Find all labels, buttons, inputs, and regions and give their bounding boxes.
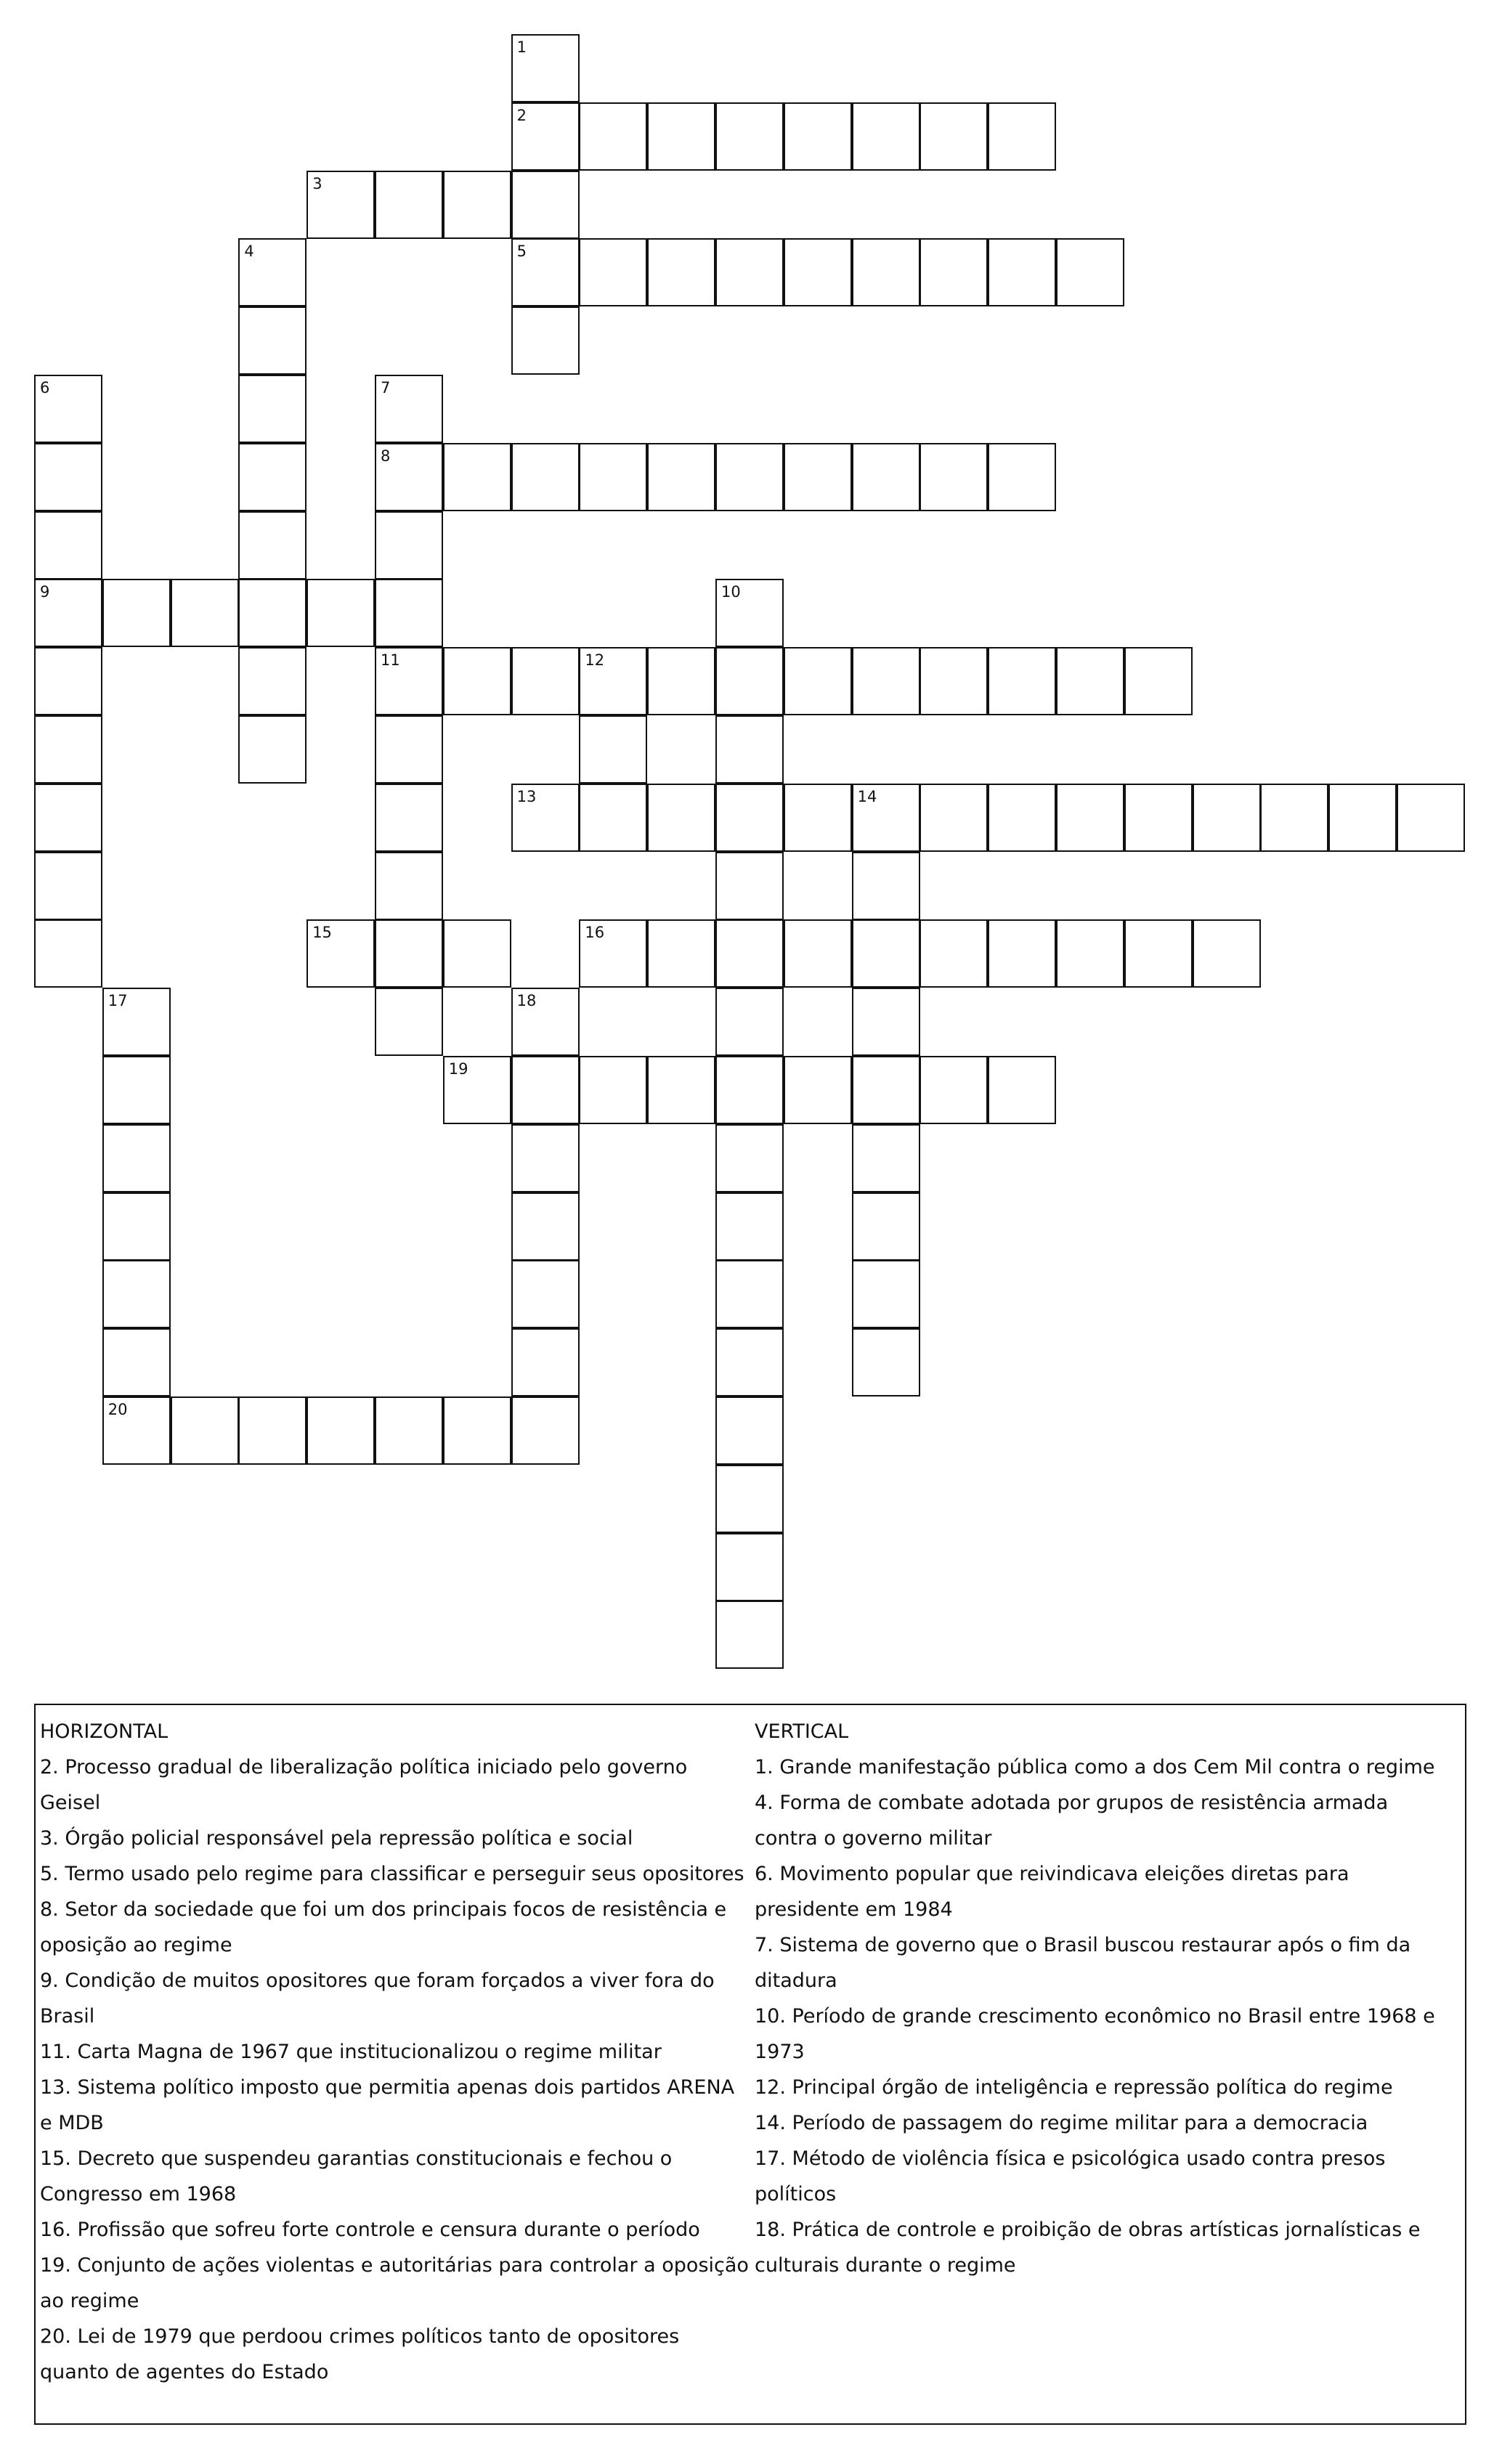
grid-cell[interactable]: [784, 647, 852, 715]
grid-cell[interactable]: [238, 647, 307, 715]
grid-cell[interactable]: [852, 1328, 920, 1396]
grid-cell[interactable]: [852, 852, 920, 920]
grid-cell[interactable]: [102, 1124, 171, 1192]
grid-cell[interactable]: [852, 1124, 920, 1192]
grid-cell[interactable]: [511, 1124, 580, 1192]
grid-cell[interactable]: [443, 1056, 511, 1124]
grid-cell[interactable]: [988, 102, 1056, 171]
grid-cell[interactable]: [988, 647, 1056, 715]
grid-cell[interactable]: [375, 784, 443, 852]
cell-number: 14: [857, 787, 877, 805]
grid-cell[interactable]: [647, 1056, 715, 1124]
grid-cell[interactable]: [102, 1328, 171, 1396]
clue-h-2: 2. Processo gradual de liberalização política iniciado pelo governo Geisel: [40, 1756, 688, 1814]
grid-cell[interactable]: [920, 919, 988, 988]
grid-cell[interactable]: [34, 443, 102, 511]
grid-cell[interactable]: [238, 238, 307, 306]
grid-cell[interactable]: [511, 784, 580, 852]
grid-cell[interactable]: [375, 579, 443, 647]
grid-cell[interactable]: [511, 443, 580, 511]
grid-cell[interactable]: [1260, 784, 1328, 852]
grid-cell[interactable]: [511, 1056, 580, 1124]
cell-number: 17: [107, 992, 128, 1010]
clue-v-7: 7. Sistema de governo que o Brasil buscou restaurar após o fim da ditadura: [755, 1934, 1411, 1992]
clue-h-16: 16. Profissão que sofreu forte controle e censura durante o período: [40, 2219, 700, 2241]
horizontal-title: HORIZONTAL: [40, 1720, 169, 1743]
grid-cell[interactable]: [852, 238, 920, 306]
grid-cell[interactable]: [375, 1396, 443, 1465]
cell-number: 5: [516, 243, 527, 261]
grid-cell[interactable]: [647, 784, 715, 852]
grid-cell[interactable]: [1124, 784, 1193, 852]
grid-cell[interactable]: [647, 647, 715, 715]
grid-cell[interactable]: [238, 375, 307, 443]
clue-h-3: 3. Órgão policial responsável pela repressão política e social: [40, 1827, 633, 1850]
grid-cell[interactable]: [852, 988, 920, 1056]
grid-cell[interactable]: [988, 238, 1056, 306]
grid-cell[interactable]: [34, 852, 102, 920]
clue-h-20: 20. Lei de 1979 que perdoou crimes políticos tanto de opositores quanto de agentes do Estado: [40, 2325, 680, 2383]
grid-cell[interactable]: [102, 579, 171, 647]
grid-cell[interactable]: [375, 443, 443, 511]
grid-cell[interactable]: [307, 919, 375, 988]
grid-cell[interactable]: [579, 715, 647, 784]
clue-v-10: 10. Período de grande crescimento econômico no Brasil entre 1968 e 1973: [755, 2005, 1435, 2063]
grid-cell[interactable]: [511, 102, 580, 171]
grid-cell[interactable]: [988, 443, 1056, 511]
grid-cell[interactable]: [1056, 647, 1124, 715]
grid-cell[interactable]: [784, 443, 852, 511]
grid-cell[interactable]: [1056, 238, 1124, 306]
grid-cell[interactable]: [375, 375, 443, 443]
grid-cell[interactable]: [647, 443, 715, 511]
grid-cell[interactable]: [511, 171, 580, 239]
grid-cell[interactable]: [920, 102, 988, 171]
grid-cell[interactable]: [511, 988, 580, 1056]
grid-cell[interactable]: [375, 511, 443, 580]
grid-cell[interactable]: [307, 171, 375, 239]
grid-cell[interactable]: [511, 647, 580, 715]
grid-cell[interactable]: [579, 647, 647, 715]
grid-cell[interactable]: [579, 102, 647, 171]
grid-cell[interactable]: [784, 102, 852, 171]
clue-h-5: 5. Termo usado pelo regime para classificar e perseguir seus opositores: [40, 1863, 744, 1885]
cell-number: 16: [585, 924, 605, 942]
grid-cell[interactable]: [443, 171, 511, 239]
clue-v-18: 18. Prática de controle e proibição de obras artísticas jornalísticas e culturais durante o regime: [755, 2219, 1421, 2277]
grid-cell[interactable]: [1056, 919, 1124, 988]
grid-cell[interactable]: [171, 579, 239, 647]
cell-number: 4: [244, 243, 254, 261]
cell-number: 7: [381, 379, 391, 397]
grid-cell[interactable]: [988, 784, 1056, 852]
clue-v-1: 1. Grande manifestação pública como a dos Cem Mil contra o regime: [755, 1756, 1435, 1778]
grid-cell[interactable]: [1056, 784, 1124, 852]
grid-cell[interactable]: [34, 647, 102, 715]
grid-cell[interactable]: [715, 443, 784, 511]
grid-cell[interactable]: [375, 647, 443, 715]
grid-cell[interactable]: [511, 306, 580, 375]
grid-cell[interactable]: [579, 919, 647, 988]
grid-cell[interactable]: [784, 784, 852, 852]
clue-v-17: 17. Método de violência física e psicológica usado contra presos políticos: [755, 2147, 1386, 2205]
grid-cell[interactable]: [102, 1056, 171, 1124]
grid-cell[interactable]: [171, 1396, 239, 1465]
cell-number: 1: [516, 38, 527, 56]
grid-cell[interactable]: [1124, 647, 1193, 715]
grid-cell[interactable]: [511, 1260, 580, 1328]
grid-cell[interactable]: [34, 579, 102, 647]
clue-h-13: 13. Sistema político imposto que permitia apenas dois partidos ARENA e MDB: [40, 2076, 735, 2134]
grid-cell[interactable]: [715, 1124, 784, 1192]
grid-cell[interactable]: [375, 715, 443, 784]
grid-cell[interactable]: [715, 1056, 784, 1124]
grid-cell[interactable]: [715, 647, 784, 715]
grid-cell[interactable]: [1193, 919, 1261, 988]
cell-number: 6: [40, 379, 50, 397]
grid-cell[interactable]: [852, 1260, 920, 1328]
grid-cell[interactable]: [852, 102, 920, 171]
cell-number: 2: [516, 106, 527, 124]
grid-cell[interactable]: [443, 647, 511, 715]
grid-cell[interactable]: [238, 1396, 307, 1465]
vertical-title: VERTICAL: [755, 1720, 849, 1743]
grid-cell[interactable]: [1124, 919, 1193, 988]
grid-cell[interactable]: [102, 988, 171, 1056]
grid-cell[interactable]: [715, 1465, 784, 1533]
grid-cell[interactable]: [852, 1192, 920, 1261]
cell-number: 20: [107, 1401, 128, 1418]
clue-h-19: 19. Conjunto de ações violentas e autoritárias para controlar a oposição ao regime: [40, 2254, 749, 2312]
cell-number: 12: [585, 651, 605, 670]
grid-cell[interactable]: [715, 1601, 784, 1669]
cell-number: 15: [312, 924, 332, 942]
grid-cell[interactable]: [715, 1260, 784, 1328]
grid-cell[interactable]: [511, 238, 580, 306]
grid-cell[interactable]: [715, 715, 784, 784]
clue-h-15: 15. Decreto que suspendeu garantias constitucionais e fechou o Congresso em 1968: [40, 2147, 673, 2205]
clue-v-4: 4. Forma de combate adotada por grupos de resistência armada contra o governo militar: [755, 1792, 1389, 1850]
grid-cell[interactable]: [238, 306, 307, 375]
grid-cell[interactable]: [34, 919, 102, 988]
grid-cell[interactable]: [784, 238, 852, 306]
grid-cell[interactable]: [920, 238, 988, 306]
grid-cell[interactable]: [784, 919, 852, 988]
grid-cell[interactable]: [988, 1056, 1056, 1124]
grid-cell[interactable]: [238, 579, 307, 647]
clues-box: [34, 1704, 1466, 2425]
grid-cell[interactable]: [102, 1396, 171, 1465]
grid-cell[interactable]: [647, 238, 715, 306]
cell-number: 19: [448, 1060, 468, 1078]
grid-cell[interactable]: [715, 1192, 784, 1261]
grid-cell[interactable]: [579, 784, 647, 852]
grid-cell[interactable]: [920, 443, 988, 511]
grid-cell[interactable]: [715, 1533, 784, 1601]
grid-cell[interactable]: [920, 647, 988, 715]
cell-number: 8: [381, 447, 391, 465]
clue-h-11: 11. Carta Magna de 1967 que institucionalizou o regime militar: [40, 2041, 662, 2063]
grid-cell[interactable]: [784, 1056, 852, 1124]
grid-cell[interactable]: [852, 784, 920, 852]
grid-cell[interactable]: [375, 988, 443, 1056]
grid-cell[interactable]: [238, 443, 307, 511]
grid-cell[interactable]: [715, 988, 784, 1056]
grid-cell[interactable]: [852, 647, 920, 715]
grid-cell[interactable]: [238, 511, 307, 580]
clue-v-12: 12. Principal órgão de inteligência e repressão política do regime: [755, 2076, 1393, 2099]
grid-cell[interactable]: [1328, 784, 1397, 852]
grid-cell[interactable]: [988, 919, 1056, 988]
grid-cell[interactable]: [34, 715, 102, 784]
grid-cell[interactable]: [920, 1056, 988, 1124]
grid-cell[interactable]: [443, 919, 511, 988]
grid-cell[interactable]: [715, 238, 784, 306]
cell-number: 18: [516, 992, 537, 1010]
grid-cell[interactable]: [511, 1328, 580, 1396]
horizontal-clues: [40, 1714, 752, 2390]
cell-number: 11: [381, 651, 400, 670]
grid-cell[interactable]: [238, 715, 307, 784]
grid-cell[interactable]: [852, 1056, 920, 1124]
clue-v-6: 6. Movimento popular que reivindicava eleições diretas para presidente em 1984: [755, 1863, 1349, 1921]
grid-cell[interactable]: [715, 852, 784, 920]
grid-cell[interactable]: [715, 919, 784, 988]
cell-number: 10: [721, 583, 741, 601]
grid-cell[interactable]: [307, 1396, 375, 1465]
clue-h-8: 8. Setor da sociedade que foi um dos principais focos de resistência e oposição ao regime: [40, 1898, 727, 1956]
grid-cell[interactable]: [34, 511, 102, 580]
grid-cell[interactable]: [34, 375, 102, 443]
grid-cell[interactable]: [647, 102, 715, 171]
grid-cell[interactable]: [715, 784, 784, 852]
grid-cell[interactable]: [375, 171, 443, 239]
grid-cell[interactable]: [920, 784, 988, 852]
grid-cell[interactable]: [579, 443, 647, 511]
grid-cell[interactable]: [715, 102, 784, 171]
grid-cell[interactable]: [579, 238, 647, 306]
grid-cell[interactable]: [647, 919, 715, 988]
clue-v-14: 14. Período de passagem do regime militar para a democracia: [755, 2112, 1368, 2134]
grid-cell[interactable]: [375, 919, 443, 988]
grid-cell[interactable]: [511, 1396, 580, 1465]
grid-cell[interactable]: [852, 443, 920, 511]
grid-cell[interactable]: [1397, 784, 1465, 852]
grid-cell[interactable]: [715, 1328, 784, 1396]
cell-number: 9: [40, 583, 50, 601]
grid-cell[interactable]: [443, 443, 511, 511]
grid-cell[interactable]: [443, 1396, 511, 1465]
grid-cell[interactable]: [715, 579, 784, 647]
cell-number: 3: [312, 174, 322, 192]
grid-cell[interactable]: [375, 852, 443, 920]
grid-cell[interactable]: [307, 579, 375, 647]
grid-cell[interactable]: [715, 1396, 784, 1465]
grid-cell[interactable]: [102, 1260, 171, 1328]
cell-number: 13: [516, 787, 537, 805]
grid-cell[interactable]: [102, 1192, 171, 1261]
grid-cell[interactable]: [852, 919, 920, 988]
grid-cell[interactable]: [511, 34, 580, 102]
grid-cell[interactable]: [34, 784, 102, 852]
vertical-clues: [755, 1714, 1452, 2283]
grid-cell[interactable]: [511, 1192, 580, 1261]
clue-h-9: 9. Condição de muitos opositores que foram forçados a viver fora do Brasil: [40, 1969, 715, 2028]
grid-cell[interactable]: [579, 1056, 647, 1124]
grid-cell[interactable]: [1193, 784, 1261, 852]
